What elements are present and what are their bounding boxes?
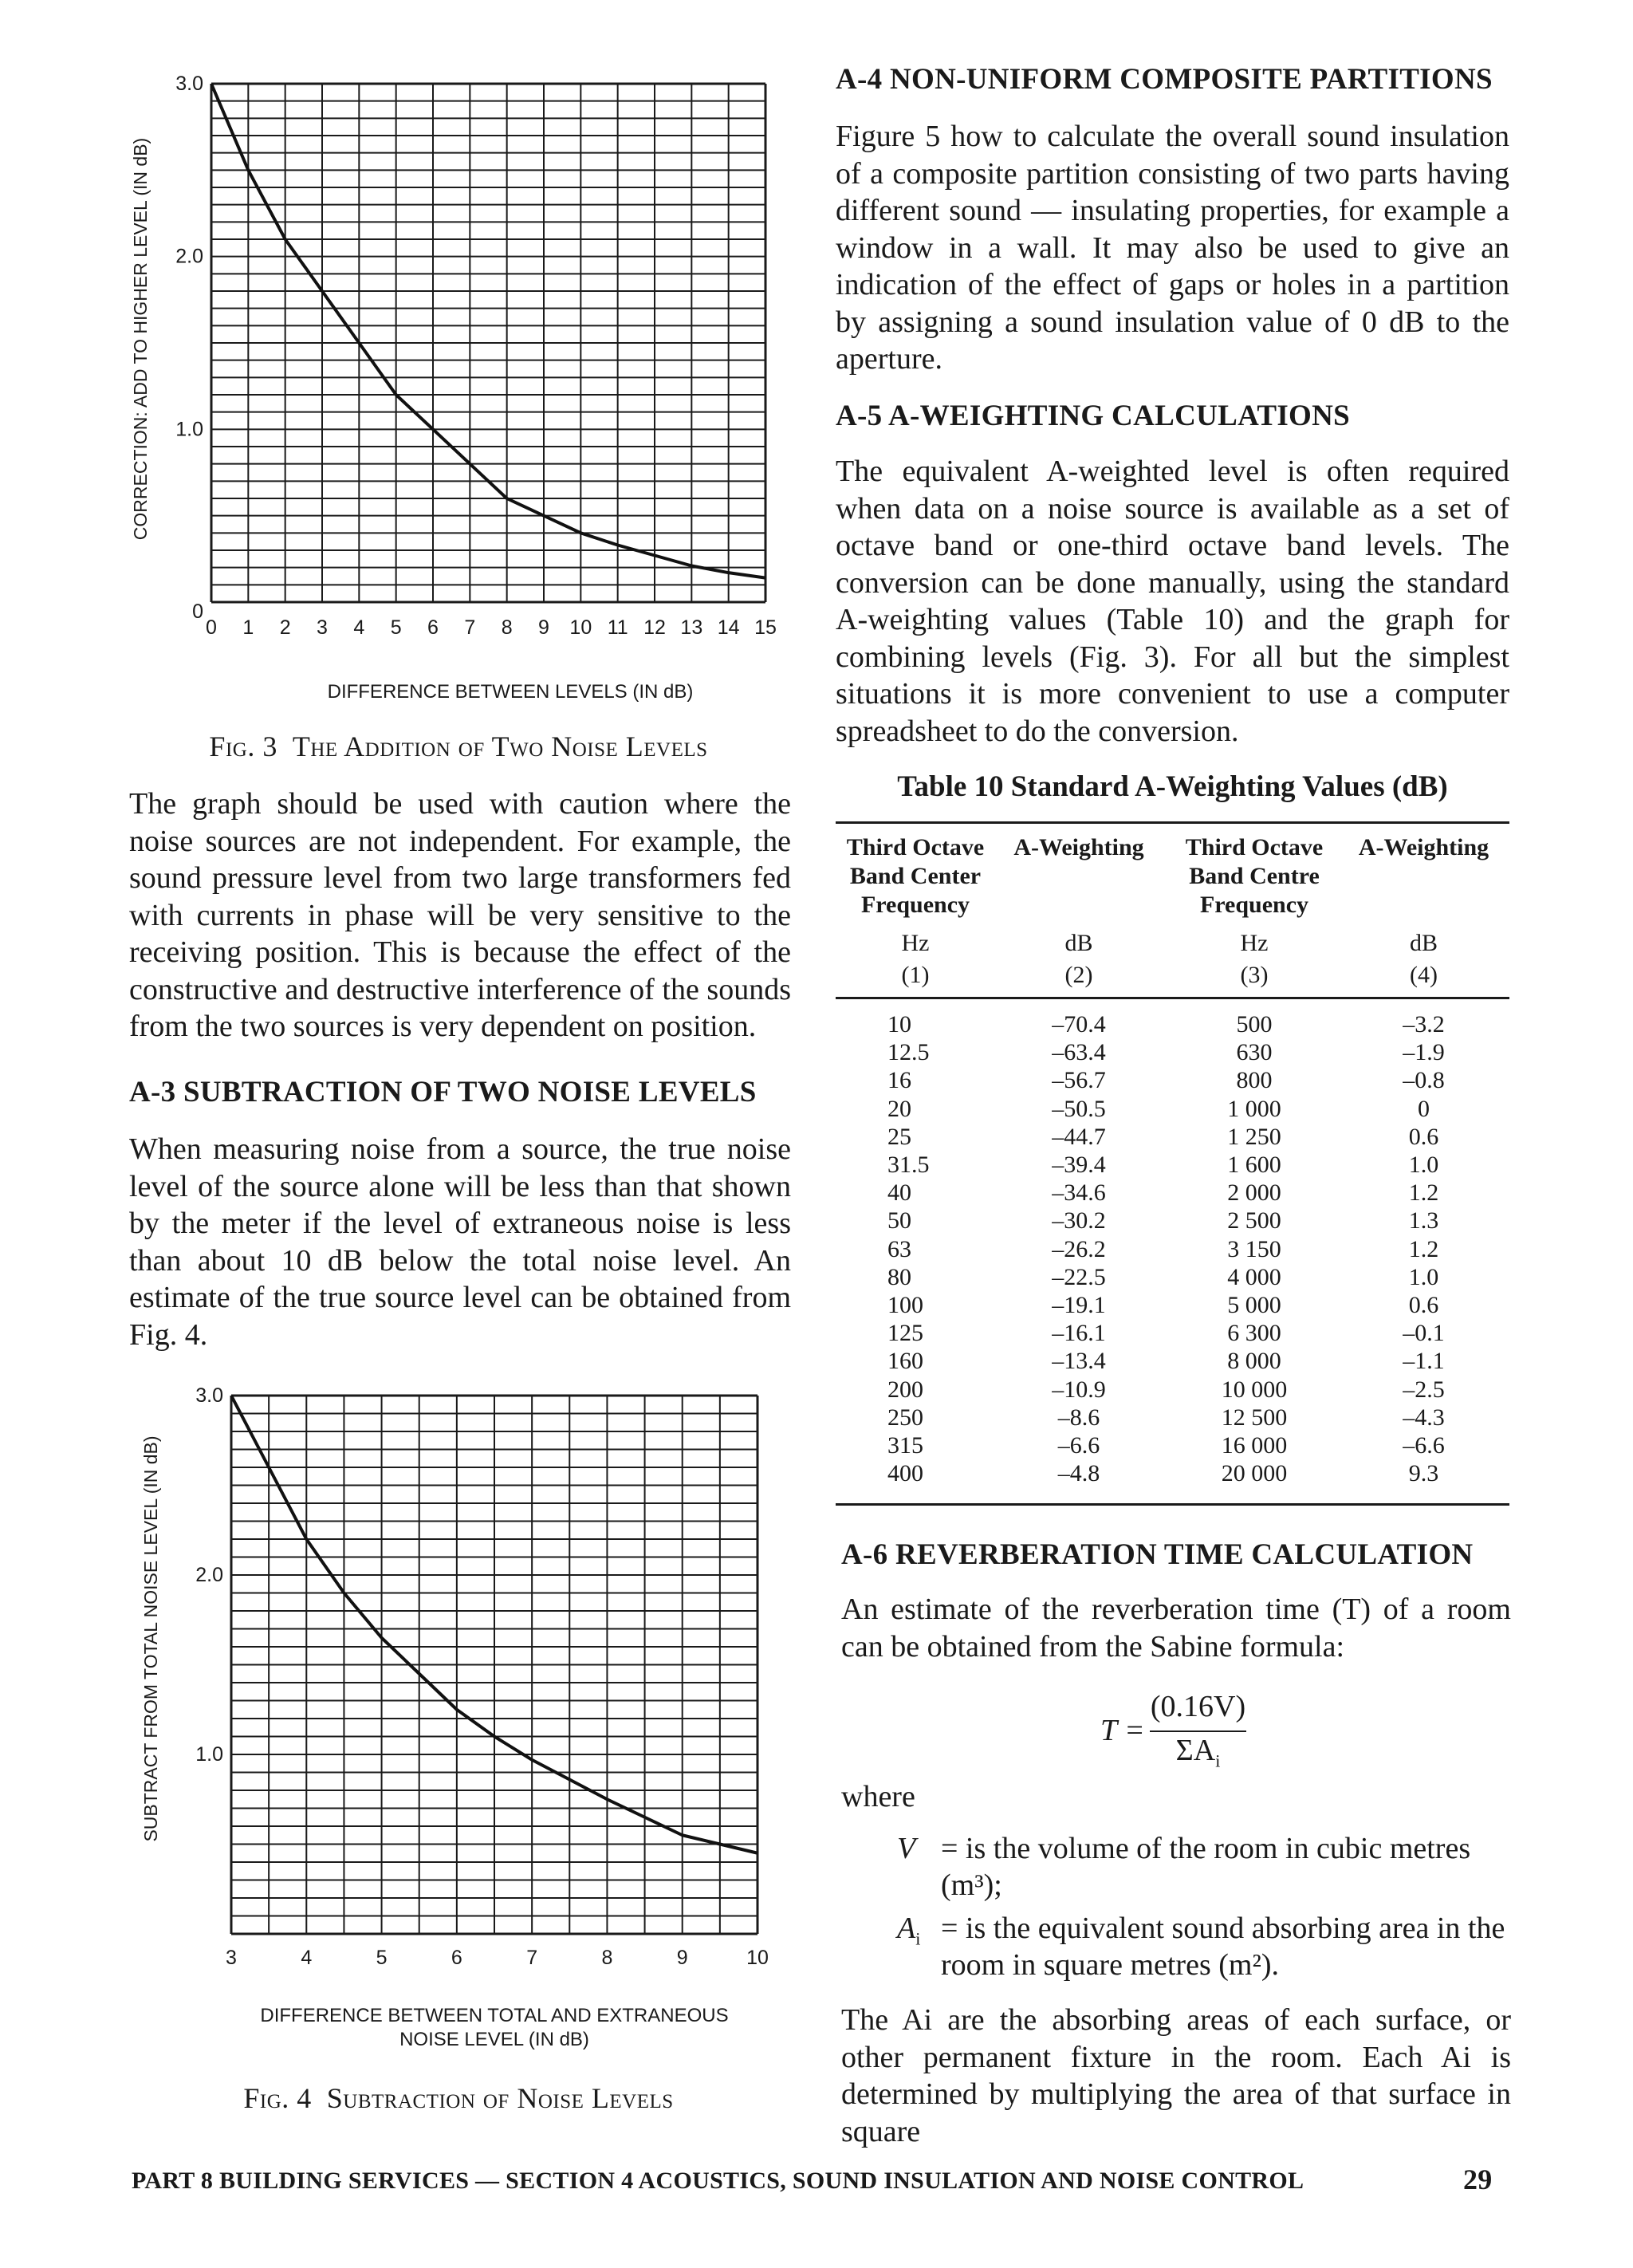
table-top-rule xyxy=(836,821,1509,824)
formula-lhs: T = xyxy=(1100,1714,1145,1747)
table-cell: –16.1 xyxy=(1052,1320,1106,1347)
fig4-x-tick-label: 10 xyxy=(746,1947,769,1969)
table-cell: 400 xyxy=(887,1460,923,1487)
table-cell: –3.2 xyxy=(1403,1011,1445,1038)
formula-numerator: (0.16V) xyxy=(1150,1690,1246,1723)
header-col3: Third Octave Band Centre Frequency xyxy=(1185,834,1324,918)
table-row xyxy=(836,1459,1509,1487)
table-cell: 6 300 xyxy=(1227,1320,1281,1347)
table-cell: 125 xyxy=(887,1320,923,1347)
a6-paragraph: An estimate of the reverberation time (T) of a room can be obtained from the Sabine formula: xyxy=(841,1593,1511,1664)
caution-paragraph: The graph should be used with caution where the noise sources are not independent. For example, the sound pressure level from two large transformers fed with currents in phase will be very sensitive to the receiving position. This is because the effect of the constructive and destructive interference of the sounds from the two sources is very dependent on position. xyxy=(129,787,791,1043)
table-cell: –44.7 xyxy=(1052,1123,1106,1150)
table-cell: 500 xyxy=(1236,1011,1273,1038)
fig4-x-tick-label: 3 xyxy=(226,1947,237,1969)
table-cell: 315 xyxy=(887,1432,923,1459)
table-cell: 2 000 xyxy=(1227,1179,1281,1207)
table-cell: 1.0 xyxy=(1408,1152,1439,1178)
table-cell: –6.6 xyxy=(1057,1432,1100,1459)
table-row xyxy=(836,1066,1509,1094)
fig3-x-tick-label: 1 xyxy=(242,616,254,639)
table-cell: 10 xyxy=(887,1011,911,1038)
definition-ai: $A_i$ = is the equivalent sound absorbing area in the room in square metres (m²). xyxy=(897,1912,1505,1982)
fig3-x-axis-label: DIFFERENCE BETWEEN LEVELS (IN dB) xyxy=(327,681,694,703)
fig3-x-tick-label: 7 xyxy=(464,616,476,639)
table-row xyxy=(836,1038,1509,1066)
table-row xyxy=(836,1263,1509,1291)
table-cell: –26.2 xyxy=(1052,1235,1106,1262)
a5-paragraph: The equivalent A-weighted level is often required when data on a noise source is available as a set of octave band or one-third octave band levels. The conversion can be done manually, using the standard A-weighting values (Table 10) and the graph for combining levels (Fig. 3). For all but the simplest situations it is more convenient to use a computer spreadsheet to do the conversion. xyxy=(836,455,1509,748)
table-cell: 1 000 xyxy=(1227,1095,1281,1122)
a3-paragraph: When measuring noise from a source, the true noise level of the source alone will be less than that shown by the meter if the level of extraneous noise is less than about 10 dB below the total noise level. An estimate of the true source level can be obtained from Fig. 4. xyxy=(129,1132,791,1352)
table-cell: –56.7 xyxy=(1052,1067,1106,1094)
table-row xyxy=(836,1010,1509,1038)
fig3-y-tick-label: 2.0 xyxy=(175,245,203,268)
fig4-x-axis-label-line2: NOISE LEVEL (IN dB) xyxy=(399,2029,589,2050)
table-row xyxy=(836,1207,1509,1234)
table-cell: –1.9 xyxy=(1403,1039,1445,1066)
fig4-chart xyxy=(120,1376,797,2061)
fig4-x-tick-label: 9 xyxy=(676,1947,688,1969)
table-cell: –19.1 xyxy=(1052,1292,1106,1318)
table-cell: –10.9 xyxy=(1052,1376,1106,1403)
table-cell: –4.8 xyxy=(1057,1460,1100,1487)
fig3-x-tick-label: 10 xyxy=(569,616,592,639)
table-cell: 1.2 xyxy=(1408,1179,1439,1207)
table-cell: 4 000 xyxy=(1227,1263,1281,1290)
heading-a5: A-5 A-WEIGHTING CALCULATIONS xyxy=(836,400,1351,432)
table-cell: –39.4 xyxy=(1052,1152,1106,1178)
table-cell: 0.6 xyxy=(1408,1123,1439,1150)
table-cell: 200 xyxy=(887,1376,923,1403)
table10-header: Third Octave Band Center Frequency A-Weighting Third Octave Band Centre Frequency A-Weighting Hz dB Hz dB (1) (2) (3) (4) xyxy=(836,833,1509,993)
fig3-x-tick-label: 8 xyxy=(501,616,513,639)
table-cell: 50 xyxy=(887,1207,911,1234)
fig3-y-tick-label: 0 xyxy=(192,600,203,623)
table-cell: –0.8 xyxy=(1403,1067,1445,1094)
table-cell: –8.6 xyxy=(1057,1404,1100,1431)
table-cell: 10 000 xyxy=(1221,1376,1288,1403)
header-col4: A-Weighting xyxy=(1358,834,1489,860)
table-row xyxy=(836,1179,1509,1207)
fig4-x-tick-label: 8 xyxy=(601,1947,613,1969)
table-row xyxy=(836,1404,1509,1431)
fig3-x-tick-label: 11 xyxy=(607,616,628,639)
table-cell: –4.3 xyxy=(1403,1404,1445,1431)
table-row xyxy=(836,1376,1509,1404)
header-col2: A-Weighting xyxy=(1013,834,1144,860)
table-cell: 16 xyxy=(887,1067,911,1094)
footer-running-title: PART 8 BUILDING SERVICES — SECTION 4 ACOUSTICS, SOUND INSULATION AND NOISE CONTROL xyxy=(132,2168,1304,2194)
sabine-formula xyxy=(1100,1689,1276,1777)
table-row xyxy=(836,1123,1509,1151)
table-cell: 40 xyxy=(887,1179,911,1207)
table-header-rule xyxy=(836,997,1509,999)
formula-bar xyxy=(1150,1731,1246,1732)
fig4-y-tick-label: 1.0 xyxy=(195,1743,223,1766)
table-row xyxy=(836,1347,1509,1375)
table-cell: –50.5 xyxy=(1052,1095,1106,1122)
table-cell: 0.6 xyxy=(1408,1292,1439,1318)
fig3-x-tick-label: 5 xyxy=(390,616,402,639)
table-cell: 5 000 xyxy=(1227,1292,1281,1318)
fig3-series-line xyxy=(211,84,765,578)
fig4-x-tick-label: 7 xyxy=(526,1947,538,1969)
fig3-chart xyxy=(120,64,797,710)
table-bottom-rule xyxy=(836,1503,1509,1506)
table-cell: –0.1 xyxy=(1403,1320,1445,1347)
fig4-y-tick-label: 3.0 xyxy=(195,1384,223,1407)
fig4-x-tick-label: 5 xyxy=(376,1947,388,1969)
table10-body xyxy=(836,1010,1509,1505)
ai-paragraph: The Ai are the absorbing areas of each surface, or other permanent fixture in the room. Each Ai is determined by multiplying the area of that surface in square xyxy=(841,2003,1511,2148)
a4-paragraph: Figure 5 how to calculate the overall sound insulation of a composite partition consisting of two parts having different sound — insulating properties, for example a window in a wall. It may also be used to give an indication of the effect of gaps or holes in a partition by assigning a sound insulation value of 0 dB to the aperture. xyxy=(836,120,1509,376)
table-row xyxy=(836,1319,1509,1347)
table-cell: 80 xyxy=(887,1263,911,1290)
fig4-y-tick-label: 2.0 xyxy=(195,1564,223,1586)
table-cell: –22.5 xyxy=(1052,1263,1106,1290)
where-label: where xyxy=(841,1780,915,1813)
table-cell: 12.5 xyxy=(887,1039,930,1066)
table10-title: Table 10 Standard A-Weighting Values (dB) xyxy=(897,770,1448,803)
fig3-x-tick-label: 15 xyxy=(754,616,777,639)
table-cell: 160 xyxy=(887,1348,923,1375)
table-cell: 2 500 xyxy=(1227,1207,1281,1234)
definition-v: V = is the volume of the room in cubic metres (m³); xyxy=(897,1832,1471,1902)
fig4-caption: Fig. 4 Subtraction of Noise Levels xyxy=(243,2082,674,2114)
table-cell: 1 600 xyxy=(1227,1152,1281,1178)
table-cell: 1.0 xyxy=(1408,1263,1439,1290)
fig3-y-tick-label: 3.0 xyxy=(175,73,203,95)
table-cell: –30.2 xyxy=(1052,1207,1106,1234)
fig3-x-tick-label: 13 xyxy=(680,616,703,639)
page-number: 29 xyxy=(1463,2164,1493,2195)
table-cell: –13.4 xyxy=(1052,1348,1106,1375)
table-cell: –2.5 xyxy=(1403,1376,1445,1403)
table-cell: 250 xyxy=(887,1404,923,1431)
heading-a4: A-4 NON-UNIFORM COMPOSITE PARTITIONS xyxy=(836,63,1493,96)
table-cell: 20 000 xyxy=(1221,1460,1288,1487)
header-col1: Third Octave Band Center Frequency xyxy=(846,834,985,918)
fig3-x-tick-label: 6 xyxy=(427,616,439,639)
table-cell: –1.1 xyxy=(1403,1348,1445,1375)
table-cell: –6.6 xyxy=(1403,1432,1445,1459)
heading-a6: A-6 REVERBERATION TIME CALCULATION xyxy=(841,1538,1474,1571)
table-cell: 1 250 xyxy=(1227,1123,1281,1150)
fig3-caption: Fig. 3 The Addition of Two Noise Levels xyxy=(209,730,708,762)
heading-a3: A-3 SUBTRACTION OF TWO NOISE LEVELS xyxy=(129,1076,757,1108)
table-cell: –70.4 xyxy=(1052,1011,1106,1038)
formula-denominator: $\Sigma A_i$ xyxy=(1175,1734,1221,1771)
table-cell: 800 xyxy=(1236,1067,1273,1094)
table-row xyxy=(836,1095,1509,1123)
fig3-x-tick-label: 0 xyxy=(206,616,217,639)
fig3-x-tick-label: 14 xyxy=(717,616,740,639)
table-cell: 12 500 xyxy=(1221,1404,1288,1431)
table-cell: 9.3 xyxy=(1408,1460,1439,1487)
table-cell: 8 000 xyxy=(1227,1348,1281,1375)
fig3-x-tick-label: 12 xyxy=(643,616,666,639)
fig4-x-tick-label: 4 xyxy=(301,1947,313,1969)
table-row xyxy=(836,1235,1509,1263)
fig3-x-tick-label: 9 xyxy=(538,616,549,639)
table-row xyxy=(836,1431,1509,1459)
table-cell: 25 xyxy=(887,1123,911,1150)
table-cell: 630 xyxy=(1236,1039,1273,1066)
fig3-x-tick-label: 3 xyxy=(317,616,328,639)
table-row xyxy=(836,1291,1509,1319)
table-cell: 16 000 xyxy=(1221,1432,1288,1459)
table-row xyxy=(836,1151,1509,1179)
table-cell: 100 xyxy=(887,1292,923,1318)
fig4-x-tick-label: 6 xyxy=(451,1947,462,1969)
fig3-y-tick-label: 1.0 xyxy=(175,418,203,441)
table-cell: –34.6 xyxy=(1052,1179,1106,1207)
table-cell: 1.2 xyxy=(1408,1235,1439,1262)
fig3-x-tick-label: 4 xyxy=(353,616,365,639)
table-cell: –63.4 xyxy=(1052,1039,1106,1066)
fig3-y-axis-label: CORRECTION: ADD TO HIGHER LEVEL (IN dB) xyxy=(130,137,151,541)
table-cell: 63 xyxy=(887,1235,911,1262)
table-cell: 31.5 xyxy=(887,1152,930,1178)
table-cell: 20 xyxy=(887,1095,911,1122)
fig4-x-axis-label-line1: DIFFERENCE BETWEEN TOTAL AND EXTRANEOUS xyxy=(260,2005,729,2026)
table-cell: 1.3 xyxy=(1408,1207,1439,1234)
table-cell: 3 150 xyxy=(1227,1235,1281,1262)
fig3-x-tick-label: 2 xyxy=(279,616,291,639)
table-cell: 0 xyxy=(1418,1095,1430,1122)
fig4-y-axis-label: SUBTRACT FROM TOTAL NOISE LEVEL (IN dB) xyxy=(140,1435,161,1842)
